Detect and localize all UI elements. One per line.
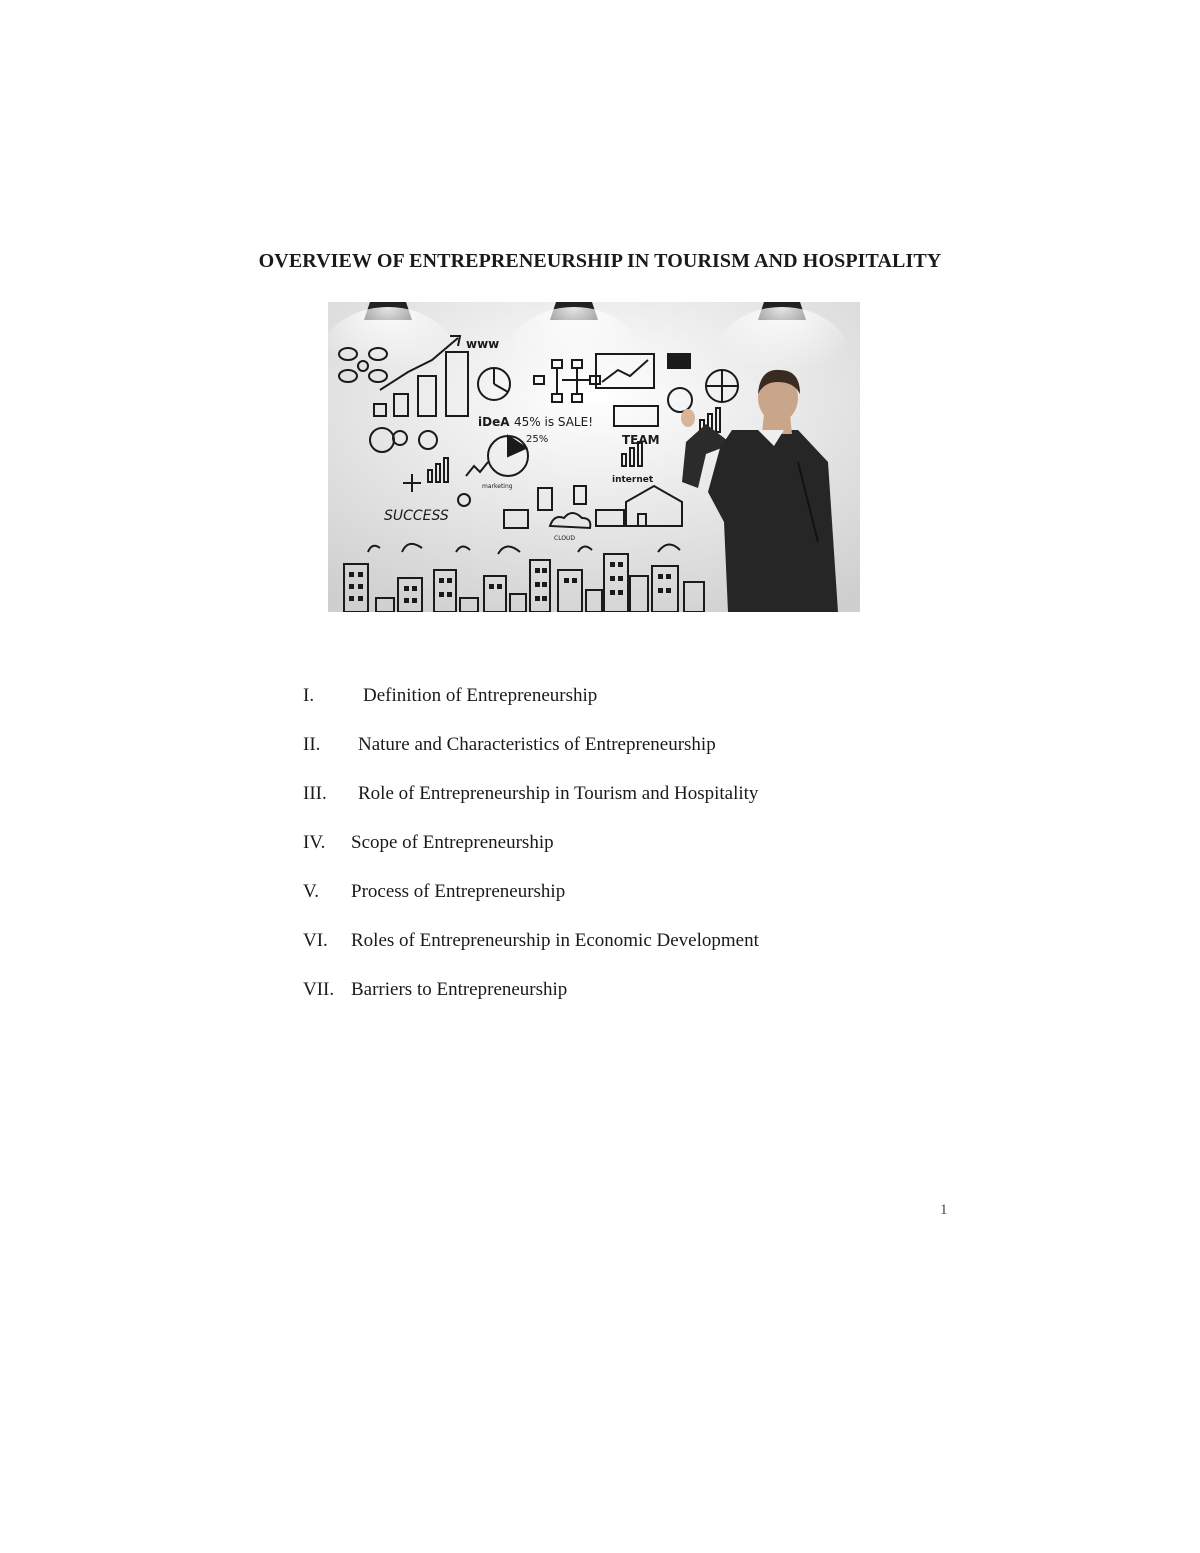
toc-item-label: Definition of Entrepreneurship bbox=[363, 685, 598, 706]
sketch-text-success: SUCCESS bbox=[384, 508, 449, 524]
toc-item-number: V. bbox=[303, 881, 320, 902]
sketch-text-percent: 25% bbox=[526, 434, 549, 445]
toc-item-number: VII. bbox=[303, 979, 335, 1000]
toc-item-number: IV. bbox=[303, 832, 326, 853]
page-number: 1 bbox=[940, 1202, 948, 1218]
businessman-whiteboard-illustration bbox=[328, 302, 860, 612]
toc-item-label: Scope of Entrepreneurship bbox=[351, 832, 554, 853]
page-title: OVERVIEW OF ENTREPRENEURSHIP IN TOURISM AND HOSPITALITY bbox=[258, 250, 942, 272]
sketch-text-team: TEAM bbox=[622, 433, 660, 447]
sketch-text-cloud: CLOUD bbox=[554, 535, 576, 542]
toc-item-number: I. bbox=[303, 685, 315, 706]
toc-item-label: Roles of Entrepreneurship in Economic Development bbox=[351, 930, 759, 951]
toc-item-number: VI. bbox=[303, 930, 328, 951]
sketch-text-sale: 45% is SALE! bbox=[514, 415, 594, 429]
sketch-text-internet: internet bbox=[612, 475, 654, 485]
toc-item-number: II. bbox=[303, 734, 321, 755]
sketch-text-idea: iDeA bbox=[478, 415, 510, 429]
sketch-text-marketing: marketing bbox=[482, 483, 513, 490]
sketch-text-www: www bbox=[466, 337, 500, 351]
toc-item-label: Barriers to Entrepreneurship bbox=[351, 979, 568, 1000]
toc-item-number: III. bbox=[303, 783, 327, 804]
toc-item-label: Nature and Characteristics of Entrepreneurship bbox=[358, 734, 716, 755]
toc-item-label: Process of Entrepreneurship bbox=[351, 881, 566, 902]
toc-item-label: Role of Entrepreneurship in Tourism and Hospitality bbox=[358, 783, 759, 804]
